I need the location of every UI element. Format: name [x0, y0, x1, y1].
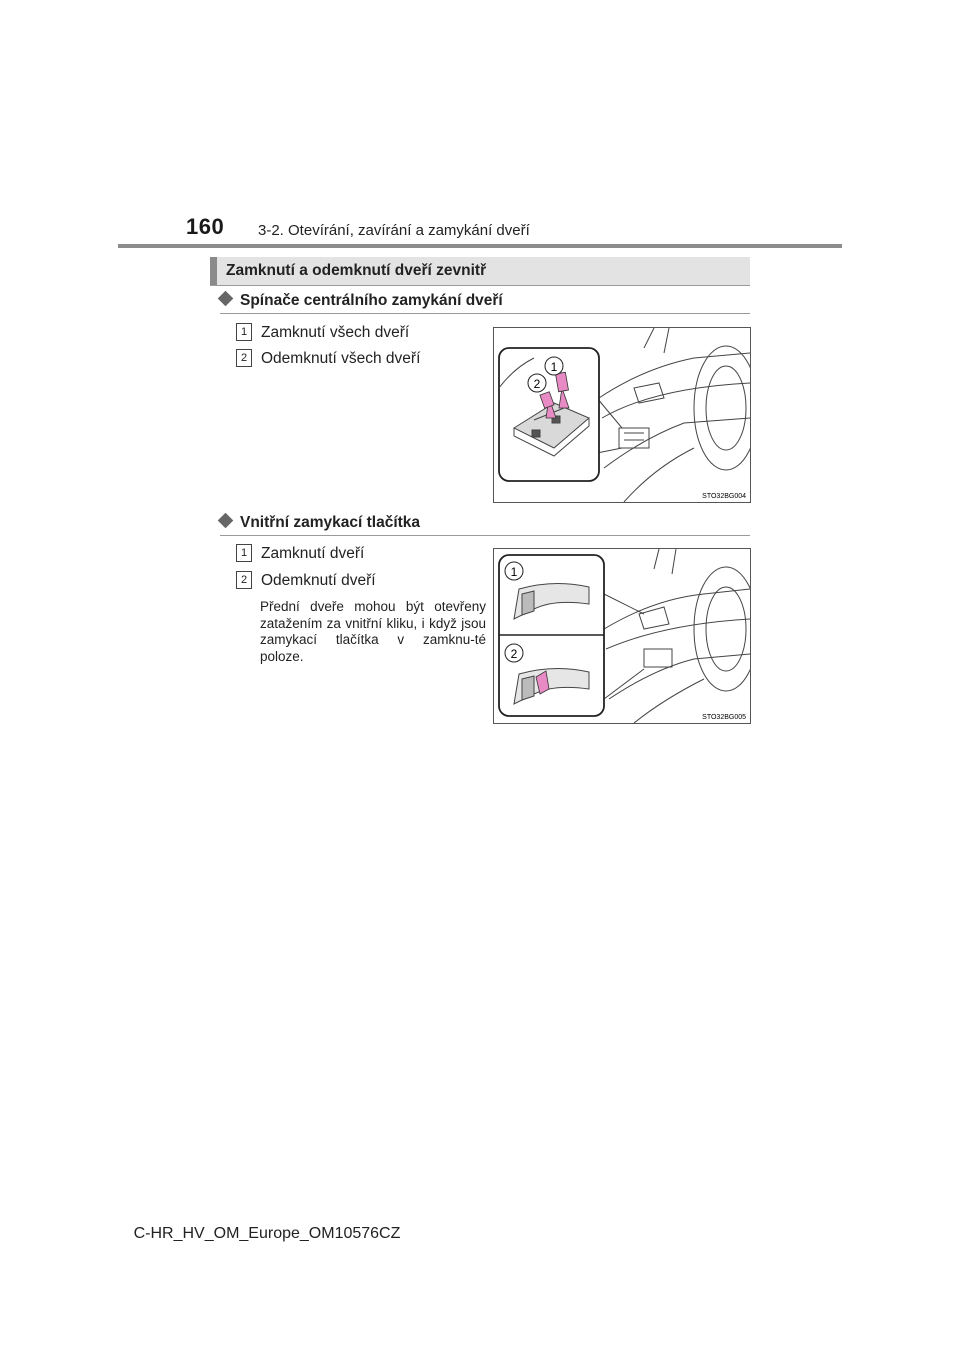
item-number-badge: 2 [236, 349, 252, 367]
figure-central-lock-switch [493, 327, 751, 503]
section-title: Zamknutí a odemknutí dveří zevnitř [226, 262, 487, 279]
svg-text:1: 1 [550, 360, 558, 374]
subsection-heading-central-locking [220, 292, 503, 310]
subsection-heading-text: Spínače centrálního zamykání dveří [240, 292, 503, 309]
section-heading-bar [210, 257, 750, 286]
subsection-heading-inner-lock-buttons [220, 514, 420, 532]
list-item [236, 324, 409, 343]
header-divider [118, 244, 842, 248]
note-text: Přední dveře mohou být otevřeny zatažením za vnitřní kliku, i když jsou zamykací tlačítka v zamknu-té poloze. [260, 599, 486, 664]
list-item [236, 545, 364, 564]
figure-code-label: STO32BG004 [702, 493, 746, 500]
page-number: 160 [186, 214, 225, 239]
list-item [236, 350, 420, 369]
item-number-badge: 1 [236, 544, 252, 562]
figure-inner-lock-buttons [493, 548, 751, 724]
item-text: Odemknutí všech dveří [261, 350, 421, 367]
item-text: Zamknutí všech dveří [261, 324, 410, 341]
diamond-bullet-icon [218, 513, 234, 529]
footer-document-id: C-HR_HV_OM_Europe_OM10576CZ [133, 1225, 401, 1242]
item-number-badge: 1 [236, 323, 252, 341]
subsection-divider [220, 535, 750, 536]
subsection-divider [220, 313, 750, 314]
figure-code-label: STO32BG005 [702, 714, 746, 721]
item-text: Odemknutí dveří [261, 572, 376, 589]
chapter-title: 3-2. Otevírání, zavírání a zamykání dveří [258, 222, 530, 239]
svg-text:2: 2 [510, 647, 518, 661]
list-item [236, 572, 376, 591]
section-accent [210, 257, 217, 285]
item-text: Zamknutí dveří [261, 545, 365, 562]
svg-text:2: 2 [533, 377, 541, 391]
diamond-bullet-icon [218, 291, 234, 307]
item-number-badge: 2 [236, 571, 252, 589]
svg-text:1: 1 [510, 565, 518, 579]
subsection-heading-text: Vnitřní zamykací tlačítka [240, 514, 421, 531]
